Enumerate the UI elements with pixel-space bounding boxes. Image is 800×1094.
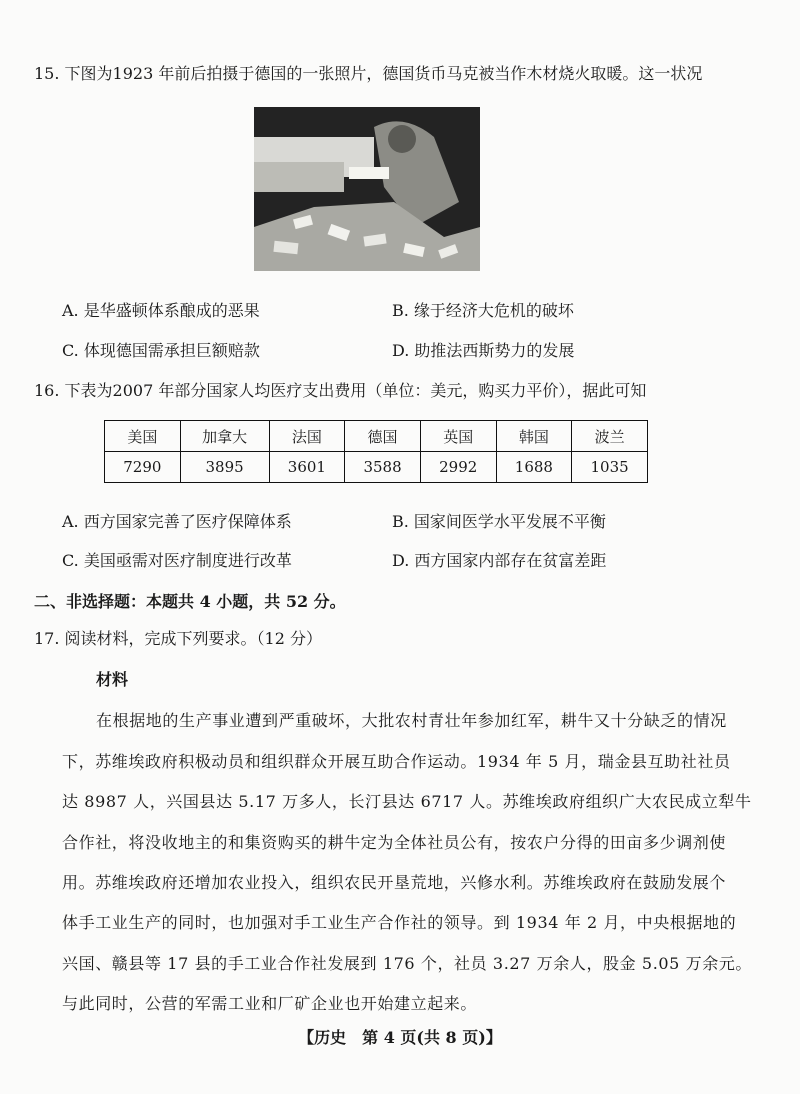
q16-option-c: C. 美国亟需对医疗制度进行改革 (62, 551, 292, 570)
material-line: 用。苏维埃政府还增加农业投入，组织农民开垦荒地，兴修水利。苏维埃政府在鼓励发展个 (62, 873, 727, 892)
table-value-cell: 3895 (180, 452, 269, 483)
material-line: 体手工业生产的同时，也加强对手工业生产合作社的领导。到 1934 年 2 月，中央根据地的 (62, 913, 737, 932)
table-value-cell: 1688 (496, 452, 572, 483)
table-value-cell: 1035 (572, 452, 648, 483)
photo-image (254, 107, 480, 271)
page-footer: 【历史 第 4 页(共 8 页)】 (298, 1028, 502, 1047)
table-header-row (105, 421, 648, 452)
table-value-cell: 3588 (345, 452, 421, 483)
table-value-cell: 3601 (269, 452, 345, 483)
q15-option-d: D. 助推法西斯势力的发展 (392, 341, 575, 360)
table-header-cell: 波兰 (572, 421, 648, 452)
table-value-cell: 2992 (420, 452, 496, 483)
table-header-cell: 韩国 (496, 421, 572, 452)
material-line: 达 8987 人，兴国县达 5.17 万多人，长汀县达 6717 人。苏维埃政府组织广大农民成立犁牛 (62, 792, 752, 811)
material-title: 材料 (96, 670, 129, 689)
table-header-cell: 加拿大 (180, 421, 269, 452)
material-line: 与此同时，公营的军需工业和厂矿企业也开始建立起来。 (62, 994, 478, 1013)
table-value-row (105, 452, 648, 483)
q16-option-a: A. 西方国家完善了医疗保障体系 (62, 512, 292, 531)
table-header-cell: 美国 (105, 421, 181, 452)
q16-stem: 16. 下表为2007 年部分国家人均医疗支出费用（单位：美元，购买力平价），据此可知 (34, 381, 647, 400)
table-header-cell: 英国 (420, 421, 496, 452)
q16-option-b: B. 国家间医学水平发展不平衡 (392, 512, 606, 531)
medical-expense-table (104, 420, 648, 483)
material-line: 在根据地的生产事业遭到严重破坏，大批农村青壮年参加红军，耕牛又十分缺乏的情况 (96, 711, 727, 730)
q15-stem: 15. 下图为1923 年前后拍摄于德国的一张照片，德国货币马克被当作木材烧火取暖。这一状况 (34, 64, 703, 83)
table-header-cell: 德国 (345, 421, 421, 452)
q15-option-b: B. 缘于经济大危机的破坏 (392, 301, 574, 320)
q16-option-d: D. 西方国家内部存在贫富差距 (392, 551, 607, 570)
table-value-cell: 7290 (105, 452, 181, 483)
material-line: 合作社，将没收地主的和集资购买的耕牛定为全体社员公有，按农户分得的田亩多少调剂使 (62, 833, 727, 852)
table-header-cell: 法国 (269, 421, 345, 452)
material-line: 下，苏维埃政府积极动员和组织群众开展互助合作运动。1934 年 5 月，瑞金县互助社社员 (62, 752, 731, 771)
q15-option-a: A. 是华盛顿体系酿成的恶果 (62, 301, 260, 320)
q15-option-c: C. 体现德国需承担巨额赔款 (62, 341, 260, 360)
section-heading: 二、非选择题：本题共 4 小题，共 52 分。 (34, 592, 346, 611)
photo-burning-marks (254, 107, 480, 271)
material-line: 兴国、赣县等 17 县的手工业合作社发展到 176 个，社员 3.27 万余人，股金 5.05 万余元。 (62, 954, 753, 973)
q17-stem: 17. 阅读材料，完成下列要求。（12 分） (34, 629, 322, 648)
